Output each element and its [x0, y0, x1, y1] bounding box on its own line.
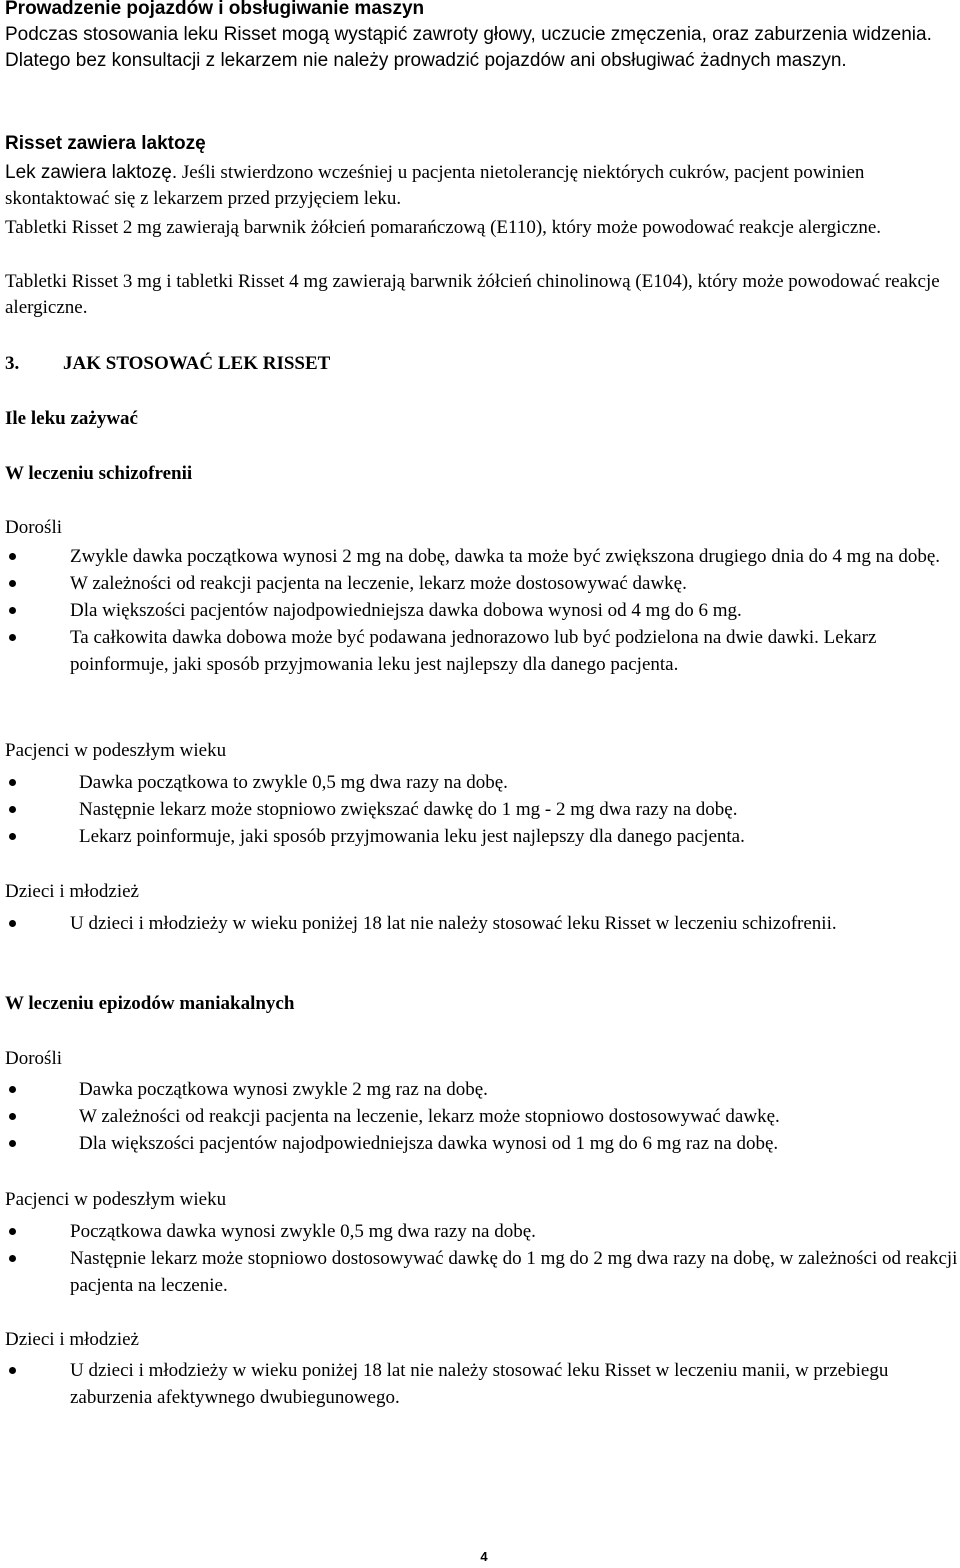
schizophrenia-children-list [0, 910, 960, 937]
list-item-text: W zależności od reakcji pacjenta na leczenie, lekarz może dostosowywać dawkę. [70, 573, 687, 594]
schizophrenia-elderly-list [0, 769, 960, 850]
list-item-text: Dawka początkowa wynosi zwykle 2 mg raz na dobę. [79, 1079, 488, 1100]
schizophrenia-adults-list [0, 543, 960, 678]
bullet-icon [9, 1086, 16, 1093]
lactose-paragraph-2: Tabletki Risset 2 mg zawierają barwnik żółcień pomarańczową (E110), który może powodować reakcje alergiczne. [5, 217, 882, 238]
lactose-paragraph-1-rest: Jeśli stwierdzono wcześniej u pacjenta nietolerancję niektórych cukrów, pacjent powinien skontaktować się z lekarzem przed przyjęciem leku. [5, 162, 865, 209]
list-item [0, 796, 960, 823]
list-item-text: Początkowa dawka wynosi zwykle 0,5 mg dwa razy na dobę. [70, 1221, 536, 1242]
bullet-icon [9, 634, 16, 641]
schizophrenia-adults-label: Dorośli [5, 517, 62, 538]
list-item [0, 1357, 960, 1411]
mania-children-label: Dzieci i młodzież [5, 1329, 139, 1350]
list-item [0, 624, 960, 678]
list-item [0, 1076, 960, 1103]
list-item-text: Dawka początkowa to zwykle 0,5 mg dwa razy na dobę. [79, 772, 508, 793]
driving-text: Podczas stosowania leku Risset mogą wystąpić zawroty głowy, uczucie zmęczenia, oraz zaburzenia widzenia. Dlatego bez konsultacji z lekarzem nie należy prowadzić pojazdów ani obsługiwać żadnych maszyn. [5, 24, 932, 71]
how-much-heading: Ile leku zażywać [5, 408, 138, 429]
list-item-text: Zwykle dawka początkowa wynosi 2 mg na dobę, dawka ta może być zwiększona drugiego dnia do 4 mg na dobę. [70, 546, 941, 567]
mania-adults-list [0, 1076, 960, 1157]
list-item [0, 570, 960, 597]
bullet-icon [9, 607, 16, 614]
list-item-text: Ta całkowita dawka dobowa może być podawana jednorazowo lub być podzielona na dwie dawki. Lekarz poinformuje, jaki sposób przyjmowania leku jest najlepszy dla danego pacjenta. [70, 627, 877, 675]
bullet-icon [9, 1255, 16, 1262]
bullet-icon [9, 553, 16, 560]
list-item-text: Dla większości pacjentów najodpowiedniejsza dawka wynosi od 1 mg do 6 mg raz na dobę. [79, 1133, 779, 1154]
list-item-text: Następnie lekarz może stopniowo zwiększać dawkę do 1 mg - 2 mg dwa razy na dobę. [79, 799, 738, 820]
schizophrenia-children-label: Dzieci i młodzież [5, 881, 139, 902]
list-item [0, 1218, 960, 1245]
lactose-paragraph-3: Tabletki Risset 3 mg i tabletki Risset 4 mg zawierają barwnik żółcień chinolinową (E104), który może powodować reakcje alergiczne. [5, 271, 940, 318]
list-item [0, 597, 960, 624]
mania-heading: W leczeniu epizodów maniakalnych [5, 993, 295, 1014]
mania-children-list [0, 1357, 960, 1411]
mania-elderly-list [0, 1218, 960, 1299]
driving-heading: Prowadzenie pojazdów i obsługiwanie maszyn [5, 0, 425, 19]
list-item [0, 769, 960, 796]
schizophrenia-elderly-label: Pacjenci w podeszłym wieku [5, 740, 227, 761]
bullet-icon [9, 833, 16, 840]
list-item-text: Dla większości pacjentów najodpowiedniejsza dawka dobowa wynosi od 4 mg do 6 mg. [70, 600, 742, 621]
schizophrenia-heading: W leczeniu schizofrenii [5, 463, 193, 484]
bullet-icon [9, 920, 16, 927]
bullet-icon [9, 779, 16, 786]
list-item-text: U dzieci i młodzieży w wieku poniżej 18 lat nie należy stosować leku Risset w leczeniu schizofrenii. [70, 913, 837, 934]
list-item-text: U dzieci i młodzieży w wieku poniżej 18 lat nie należy stosować leku Risset w leczeniu manii, w przebiegu zaburzenia afektywnego dwubiegunowego. [70, 1360, 889, 1408]
list-item [0, 823, 960, 850]
mania-adults-label: Dorośli [5, 1048, 62, 1069]
lactose-paragraph-1 [5, 160, 955, 212]
bullet-icon [9, 806, 16, 813]
bullet-icon [9, 580, 16, 587]
bullet-icon [9, 1140, 16, 1147]
bullet-icon [9, 1113, 16, 1120]
page-number: 4 [480, 1549, 488, 1564]
mania-elderly-label: Pacjenci w podeszłym wieku [5, 1189, 227, 1210]
list-item-text: Lekarz poinformuje, jaki sposób przyjmowania leku jest najlepszy dla danego pacjenta. [79, 826, 745, 847]
lactose-paragraph-1-lead: Lek zawiera laktozę. [5, 162, 178, 183]
bullet-icon [9, 1228, 16, 1235]
list-item-text: Następnie lekarz może stopniowo dostosowywać dawkę do 1 mg do 2 mg dwa razy na dobę, w zależności od reakcji pacjenta na leczenie. [70, 1248, 958, 1296]
lactose-heading: Risset zawiera laktozę [5, 133, 206, 154]
section-3-title: JAK STOSOWAĆ LEK RISSET [63, 353, 331, 374]
list-item [0, 1103, 960, 1130]
list-item-text: W zależności od reakcji pacjenta na leczenie, lekarz może stopniowo dostosowywać dawkę. [79, 1106, 780, 1127]
list-item [0, 910, 960, 937]
list-item [0, 1130, 960, 1157]
section-3-number: 3. [5, 353, 20, 374]
list-item [0, 1245, 960, 1299]
bullet-icon [9, 1367, 16, 1374]
list-item [0, 543, 960, 570]
